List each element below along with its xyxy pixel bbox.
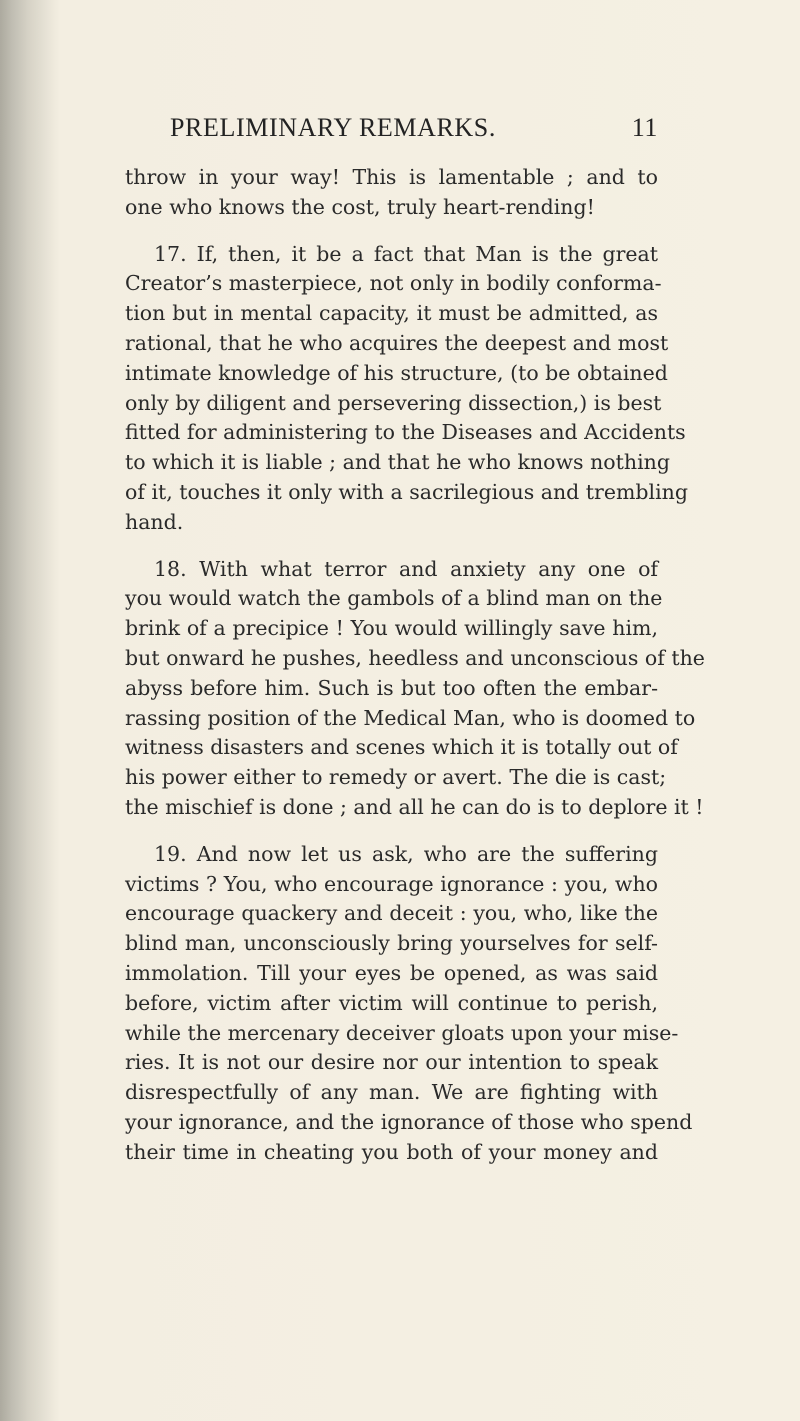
running-head: PRELIMINARY REMARKS. — [170, 113, 496, 142]
text-line: your ignorance, and the ignorance of those who spend — [125, 1109, 693, 1134]
text-line: one who knows the cost, truly heart-rending! — [125, 194, 595, 219]
text-line: the mischief is done ; and all he can do is to deplore it ! — [125, 794, 704, 819]
text-line: encourage quackery and deceit : you, who, like the — [125, 901, 658, 926]
text-line: throw in your way! This is lamentable ; and to — [125, 165, 658, 189]
text-line: immolation. Till your eyes be opened, as was said — [125, 960, 658, 985]
text-line: but onward he pushes, heedless and unconscious of the — [125, 645, 705, 670]
text-line: rational, that he who acquires the deepest and most — [125, 330, 669, 355]
paragraph-19 — [125, 840, 693, 1168]
text-line: their time in cheating you both of your money and — [125, 1139, 658, 1164]
text-line: intimate knowledge of his structure, (to be obtained — [125, 360, 668, 385]
text-line: blind man, unconsciously bring yourselves for self- — [125, 931, 658, 956]
paragraph-18 — [125, 555, 705, 823]
text-line: of it, touches it only with a sacrilegious and trembling — [125, 479, 688, 504]
paragraph-17 — [125, 240, 688, 538]
text-line: only by diligent and persevering dissection,) is best — [125, 390, 662, 415]
text-line: his power either to remedy or avert. The die is cast; — [125, 765, 667, 790]
text-line: while the mercenary deceiver gloats upon your mise- — [125, 1020, 679, 1045]
text-line: tion but in mental capacity, it must be admitted, as — [125, 301, 658, 326]
text-line: abyss before him. Such is but too often the embar- — [125, 675, 658, 700]
text-line: ries. It is not our desire nor our intention to speak — [125, 1050, 658, 1075]
text-line: to which it is liable ; and that he who knows nothing — [125, 450, 670, 475]
binding-shadow — [0, 0, 60, 1421]
paragraph-continuation — [125, 163, 658, 223]
text-line: Creator’s masterpiece, not only in bodily conforma- — [125, 271, 662, 296]
text-line: fitted for administering to the Diseases and Accidents — [125, 420, 686, 445]
text-line: witness disasters and scenes which it is totally out of — [125, 735, 678, 760]
text-line: rassing position of the Medical Man, who is doomed to — [125, 705, 696, 730]
text-line: before, victim after victim will continue to perish, — [125, 990, 658, 1015]
text-line: hand. — [125, 509, 184, 534]
page-header — [170, 113, 658, 153]
text-line: brink of a precipice ! You would willingly save him, — [125, 616, 658, 641]
text-line: victims ? You, who encourage ignorance : you, who — [125, 871, 658, 896]
text-line: disrespectfully of any man. We are fighting with — [125, 1080, 658, 1105]
page-number: 11 — [631, 113, 658, 142]
text-line: 17. If, then, it be a fact that Man is the great — [154, 241, 658, 266]
text-line: you would watch the gambols of a blind man on the — [125, 586, 663, 611]
text-line: 18. With what terror and anxiety any one of — [154, 556, 658, 581]
text-line: 19. And now let us ask, who are the suffering — [154, 841, 658, 866]
body-text — [125, 163, 705, 1168]
